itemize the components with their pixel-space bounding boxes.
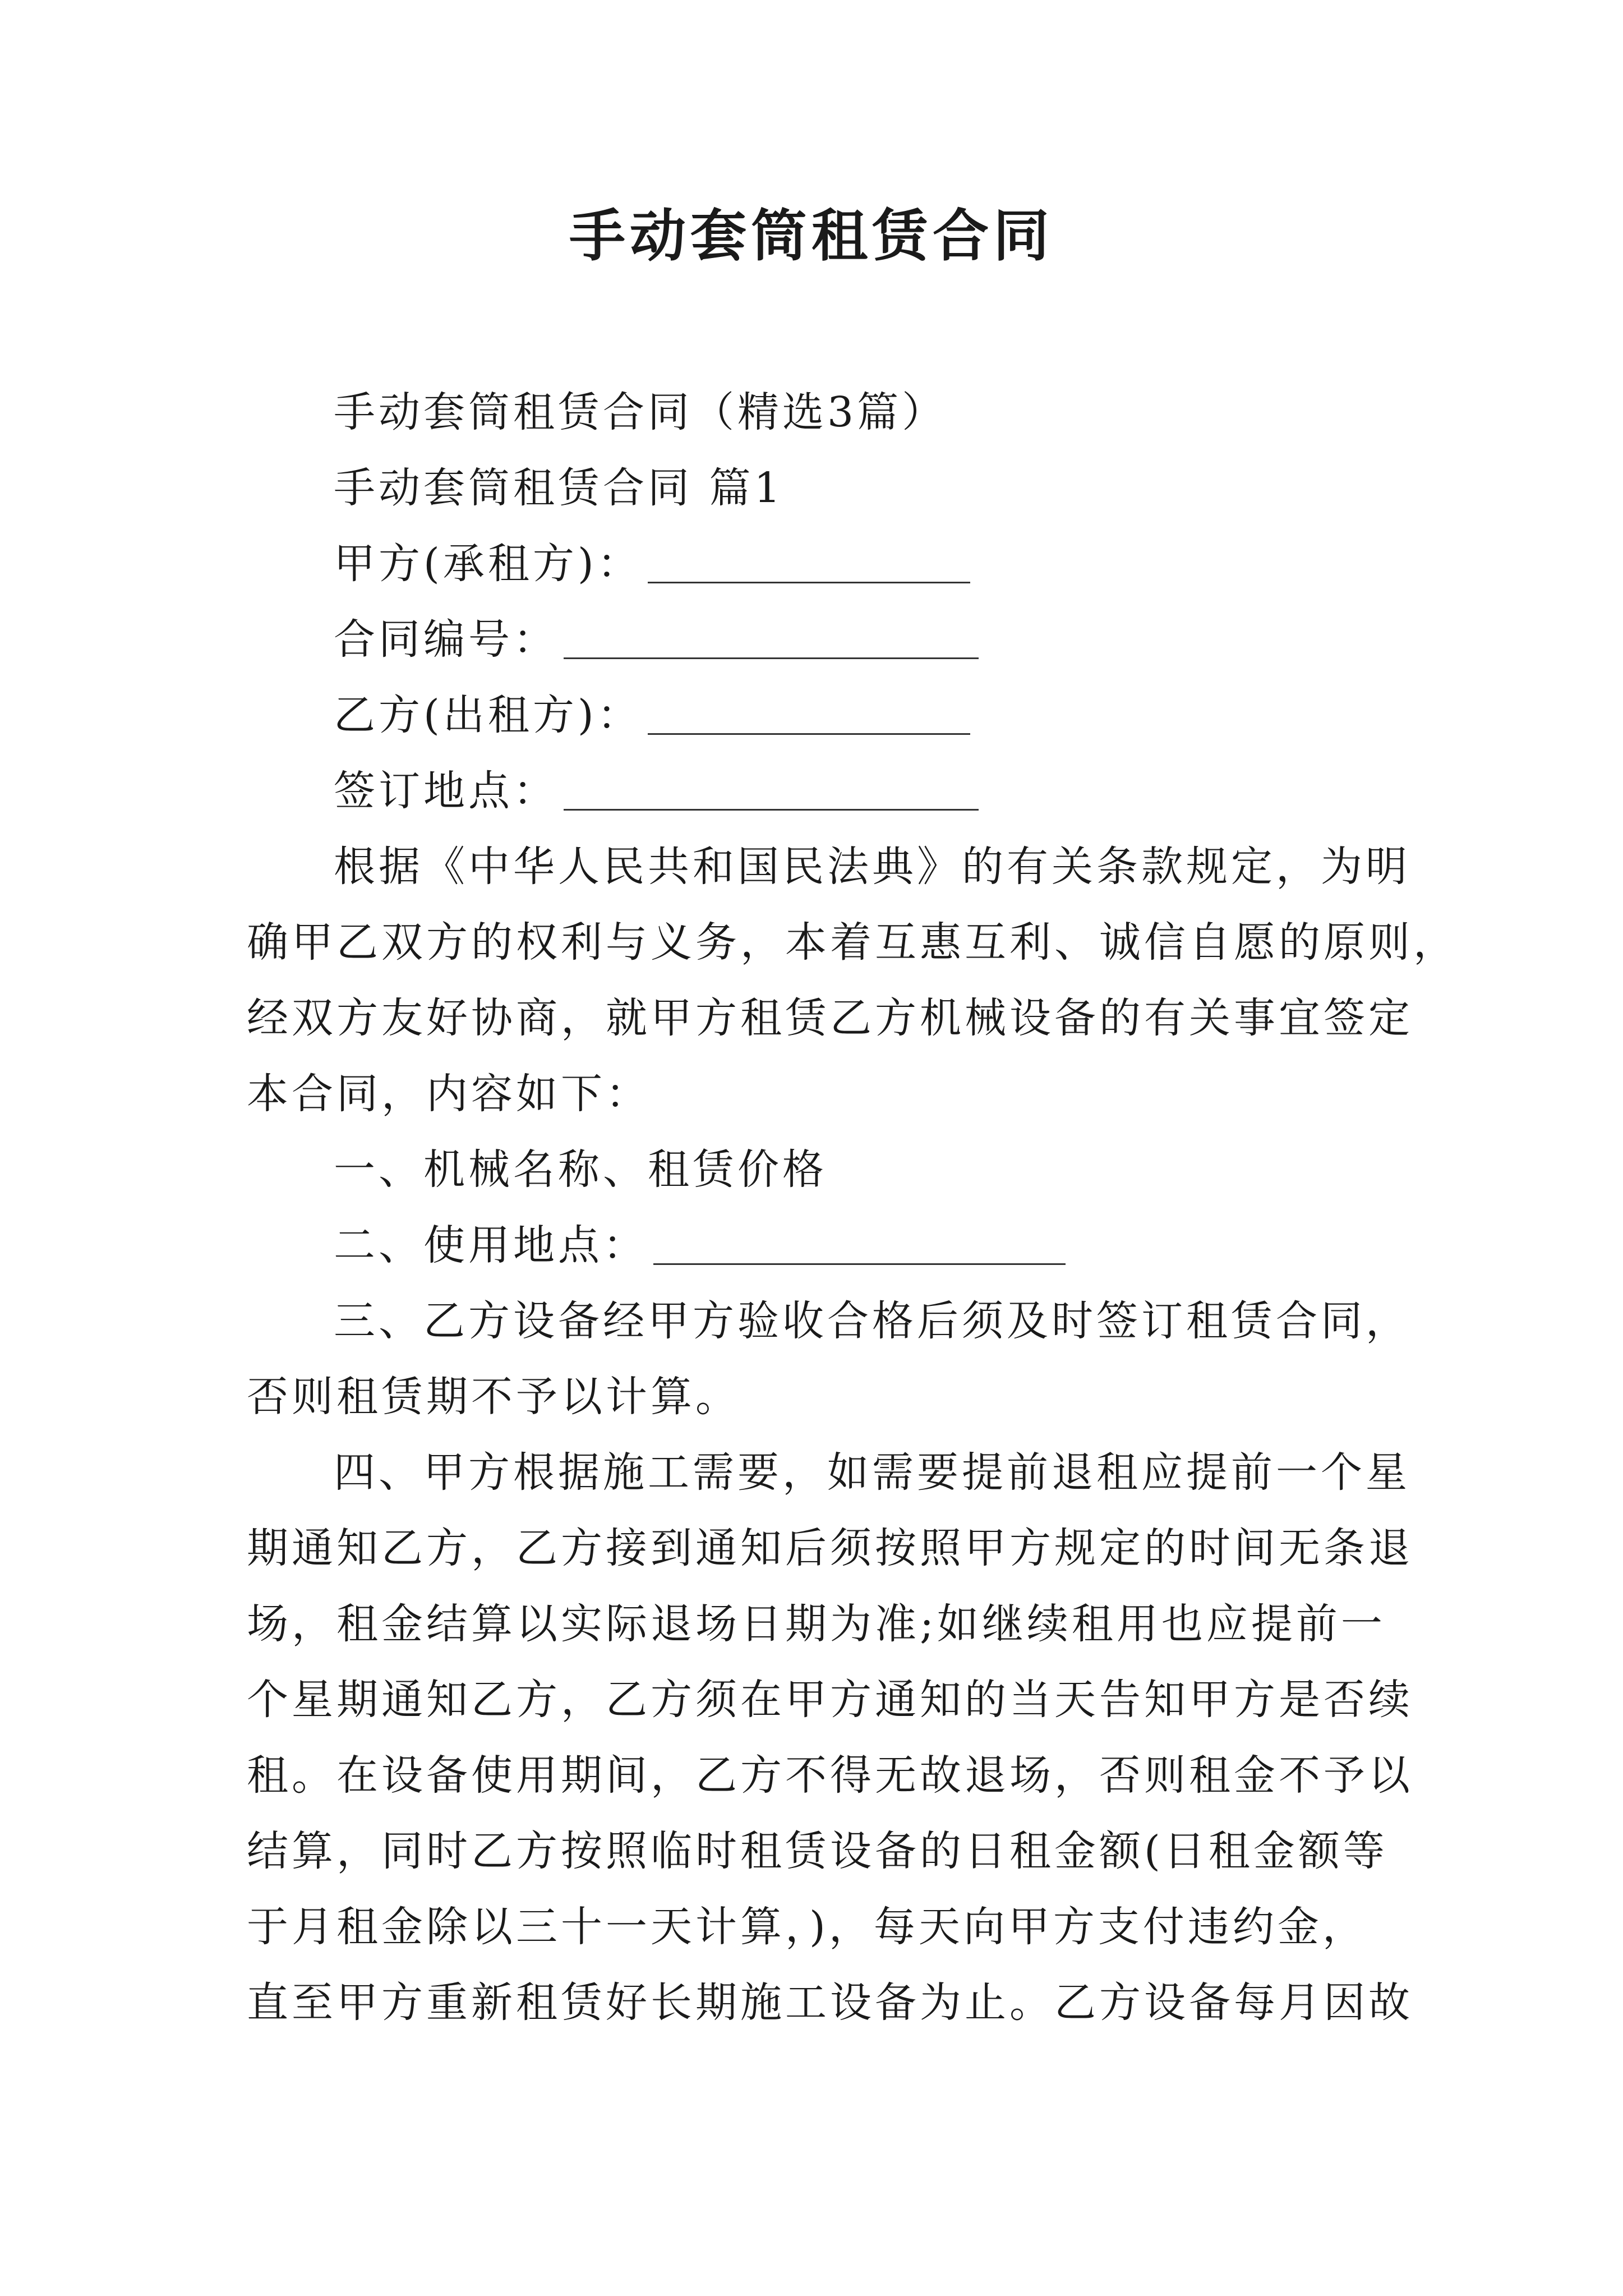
signing-place-field	[334, 763, 979, 819]
section-heading: 手动套筒租赁合同 篇1	[334, 464, 784, 512]
party-b-label: 乙方(出租方)：	[334, 691, 642, 739]
subtitle-line: 手动套筒租赁合同（精选3篇）	[334, 388, 947, 436]
paragraph-line: 根据《中华人民共和国民法典》的有关条款规定，为明	[334, 843, 1410, 891]
clause-heading: 一、机械名称、租赁价格	[334, 1145, 827, 1194]
usage-location-blank	[653, 1263, 1066, 1265]
paragraph-line: 直至甲方重新租赁好长期施工设备为止。乙方设备每月因故	[247, 1978, 1413, 2027]
paragraph-line: 本合同，内容如下：	[247, 1070, 651, 1118]
usage-location-field	[334, 1217, 1066, 1273]
contract-number-label: 合同编号：	[334, 615, 558, 664]
paragraph-line: 确甲乙双方的权利与义务，本着互惠互利、诚信自愿的原则，	[247, 918, 1458, 967]
paragraph-line: 租。在设备使用期间，乙方不得无故退场，否则租金不予以	[247, 1751, 1413, 1800]
party-a-label: 甲方(承租方)：	[334, 540, 642, 588]
party-b-field	[334, 687, 970, 743]
paragraph-line: 期通知乙方，乙方接到通知后须按照甲方规定的时间无条退	[247, 1524, 1413, 1572]
paragraph-line: 三、乙方设备经甲方验收合格后须及时签订租赁合同，	[334, 1297, 1410, 1345]
paragraph-line: 否则租赁期不予以计算。	[247, 1373, 740, 1421]
contract-number-blank	[564, 657, 979, 659]
party-a-field	[334, 536, 970, 592]
document-title: 手动套筒租赁合同	[569, 203, 1054, 269]
paragraph-line: 四、甲方根据施工需要，如需要提前退租应提前一个星	[334, 1448, 1410, 1497]
paragraph-line: 经双方友好协商，就甲方租赁乙方机械设备的有关事宜签定	[247, 994, 1413, 1042]
party-a-blank	[648, 582, 970, 583]
paragraph-line: 个星期通知乙方，乙方须在甲方通知的当天告知甲方是否续	[247, 1676, 1413, 1724]
signing-place-label: 签订地点：	[334, 767, 558, 815]
usage-location-label: 二、使用地点：	[334, 1221, 648, 1269]
paragraph-line: 结算，同时乙方按照临时租赁设备的日租金额(日租金额等	[247, 1827, 1388, 1875]
contract-number-field	[334, 611, 979, 668]
paragraph-line: 场，租金结算以实际退场日期为准;如继续租用也应提前一	[247, 1600, 1386, 1648]
signing-place-blank	[564, 809, 979, 811]
paragraph-line: 于月租金除以三十一天计算，)，每天向甲方支付违约金，	[247, 1903, 1367, 1951]
party-b-blank	[648, 733, 970, 735]
